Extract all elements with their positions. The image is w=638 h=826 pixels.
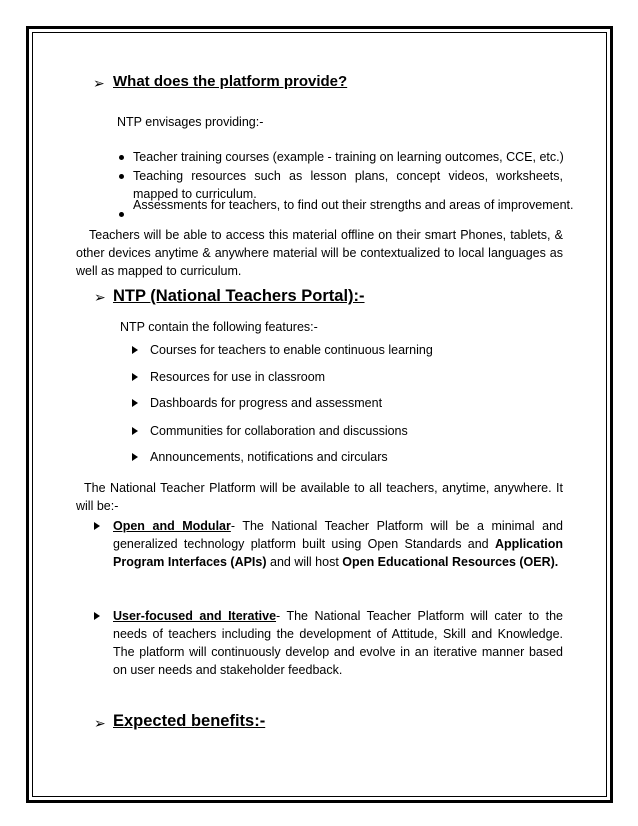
- bullet-dot-icon: [119, 212, 124, 217]
- arrow-bullet-icon: ➢: [94, 715, 106, 731]
- point-bold-text: Open Educational Resources (OER).: [342, 555, 559, 569]
- triangle-bullet-icon: [94, 612, 100, 620]
- page-border-inner: [32, 32, 607, 797]
- bullet-dot-icon: [119, 155, 124, 160]
- point-text: and will host: [266, 555, 343, 569]
- page-border: [26, 26, 613, 803]
- point-title: User-focused and Iterative: [113, 609, 277, 623]
- bullet-dot-icon: [119, 174, 124, 179]
- feature-item: Dashboards for progress and assessment: [150, 396, 383, 410]
- section-heading-ntp: NTP (National Teachers Portal):-: [113, 287, 365, 305]
- point-title: Open and Modular: [113, 519, 231, 533]
- triangle-bullet-icon: [132, 399, 138, 407]
- arrow-bullet-icon: ➢: [94, 289, 106, 305]
- feature-item: Courses for teachers to enable continuous learning: [150, 343, 433, 357]
- feature-item: Communities for collaboration and discussions: [150, 424, 408, 438]
- bullet-item: Teacher training courses (example - training on learning outcomes, CCE, etc.): [133, 150, 564, 164]
- intro-text: NTP contain the following features:-: [120, 320, 318, 334]
- triangle-bullet-icon: [132, 346, 138, 354]
- feature-item: Resources for use in classroom: [150, 370, 326, 384]
- feature-item: Announcements, notifications and circulars: [150, 450, 388, 464]
- bullet-item: Assessments for teachers, to find out their strengths and areas of improvement.: [133, 198, 574, 212]
- body-paragraph: The National Teacher Platform will be available to all teachers, anytime, anywhere. It will be:-: [76, 481, 563, 513]
- point-open-modular: [113, 517, 563, 571]
- arrow-bullet-icon: ➢: [93, 75, 105, 91]
- triangle-bullet-icon: [94, 522, 100, 530]
- triangle-bullet-icon: [132, 453, 138, 461]
- triangle-bullet-icon: [132, 373, 138, 381]
- triangle-bullet-icon: [132, 427, 138, 435]
- point-text: - The National Teacher Platform will be a minimal and generalized technology platform built using Open Standards and: [113, 519, 563, 551]
- section-heading-platform: What does the platform provide?: [113, 73, 348, 90]
- bullet-item: Teaching resources such as lesson plans, concept videos, worksheets, mapped to curriculum.: [133, 169, 563, 201]
- body-paragraph: Teachers will be able to access this material offline on their smart Phones, tablets, & other devices anytime & anywhere material will be contextualized to local languages as well as mapped to curriculum.: [76, 228, 563, 278]
- intro-text: NTP envisages providing:-: [117, 115, 264, 129]
- point-text: - The National Teacher Platform will cater to the needs of teachers including the development of Attitude, Skill and Knowledge. The platform will continuously develop and evolve in an iterative manner based on user needs and stakeholder feedback.: [113, 609, 563, 677]
- point-bold-text: Application Program Interfaces (APIs): [113, 537, 563, 569]
- point-user-focused: [113, 607, 563, 679]
- section-heading-benefits: Expected benefits:-: [113, 712, 266, 730]
